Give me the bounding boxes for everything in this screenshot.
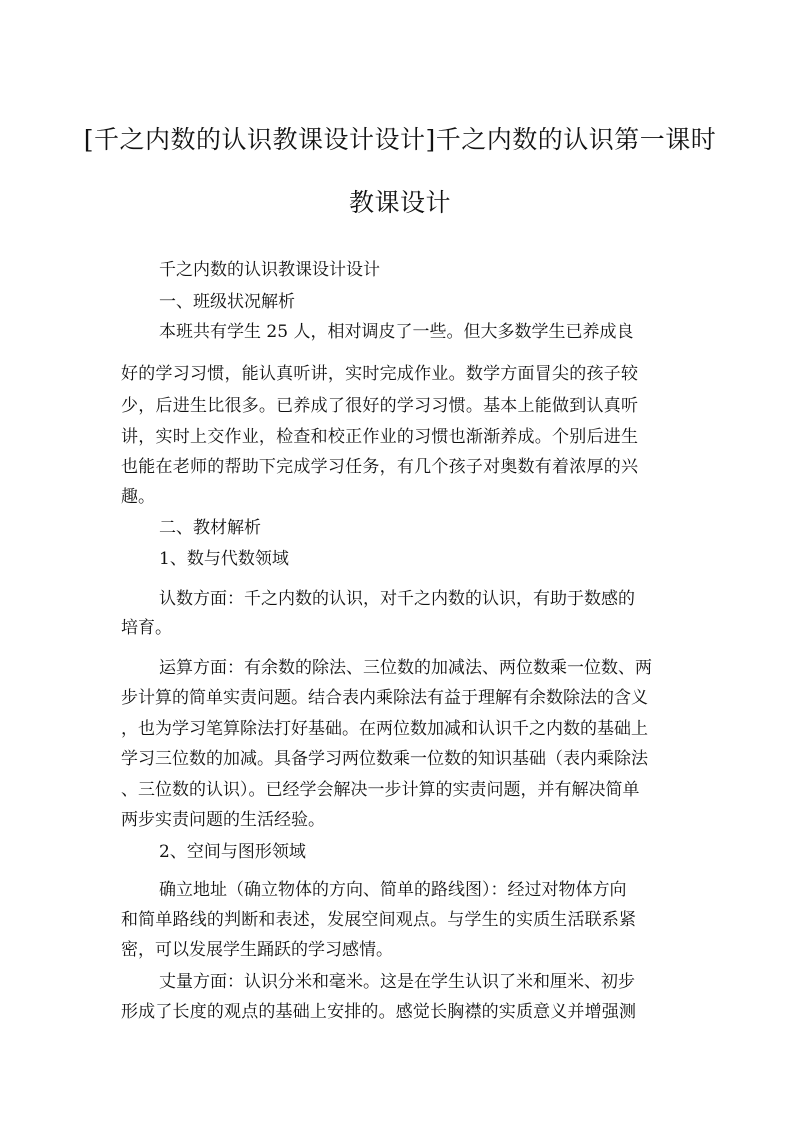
paragraph-line: 本班共有学生 25 人，相对调皮了一些。但大多数学生已养成良 xyxy=(159,322,634,342)
paragraph-line: 运算方面：有余数的除法、三位数的加减法、两位数乘一位数、两 xyxy=(159,658,652,678)
paragraph-line: 步计算的简单实责问题。结合表内乘除法有益于理解有余数除法的含义 xyxy=(121,688,648,708)
paragraph-line: 培育。 xyxy=(121,618,172,638)
paragraph-line: 密，可以发展学生踊跃的学习感情。 xyxy=(121,940,393,960)
section-heading-textbook-analysis: 二、教材解析 xyxy=(159,518,261,538)
paragraph-line: 少，后进生比很多。已养成了很好的学习习惯。基本上能做到认真听 xyxy=(121,396,638,416)
paragraph-line: 形成了长度的观点的基础上安排的。感觉长胸襟的实质意义并增强测 xyxy=(121,1002,636,1022)
subsection-heading-number-algebra: 1、数与代数领域 xyxy=(159,549,289,569)
paragraph-line: 丈量方面：认识分米和毫米。这是在学生认识了米和厘米、初步 xyxy=(159,972,635,992)
paragraph-line: 好的学习习惯，能认真听讲，实时完成作业。数学方面冒尖的孩子较 xyxy=(121,364,638,384)
document-subtitle: 千之内数的认识教课设计设计 xyxy=(159,260,380,280)
paragraph-line: 趣。 xyxy=(121,487,155,507)
paragraph-line: 认数方面：千之内数的认识，对千之内数的认识，有助于数感的 xyxy=(159,589,635,609)
paragraph-line: 和简单路线的判断和表述，发展空间观点。与学生的实质生活联系紧 xyxy=(121,910,636,930)
paragraph-line: 确立地址（确立物体的方向、简单的路线图）：经过对物体方向 xyxy=(159,880,627,900)
paragraph-line: 两步实责问题的生活经验。 xyxy=(121,810,325,830)
paragraph-line: 也能在老师的帮助下完成学习任务，有几个孩子对奥数有着浓厚的兴 xyxy=(121,457,638,477)
document-title-line-2: 教课设计 xyxy=(348,188,451,217)
paragraph-line: 学习三位数的加减。具备学习两位数乘一位数的知识基础（表内乘除法 xyxy=(121,749,648,769)
subsection-heading-space-shape: 2、空间与图形领域 xyxy=(159,842,306,862)
paragraph-line: 、三位数的认识）。已经学会解决一步计算的实责问题，并有解决简单 xyxy=(121,780,640,800)
paragraph-line: 讲，实时上交作业，检查和校正作业的习惯也渐渐养成。个别后进生 xyxy=(121,427,638,447)
document-title-line-1: [千之内数的认识教课设计设计]千之内数的认识第一课时 xyxy=(83,125,717,154)
section-heading-class-analysis: 一、班级状况解析 xyxy=(159,292,295,312)
paragraph-line: ，也为学习笔算除法打好基础。在两位数加减和认识千之内数的基础上 xyxy=(121,719,648,739)
